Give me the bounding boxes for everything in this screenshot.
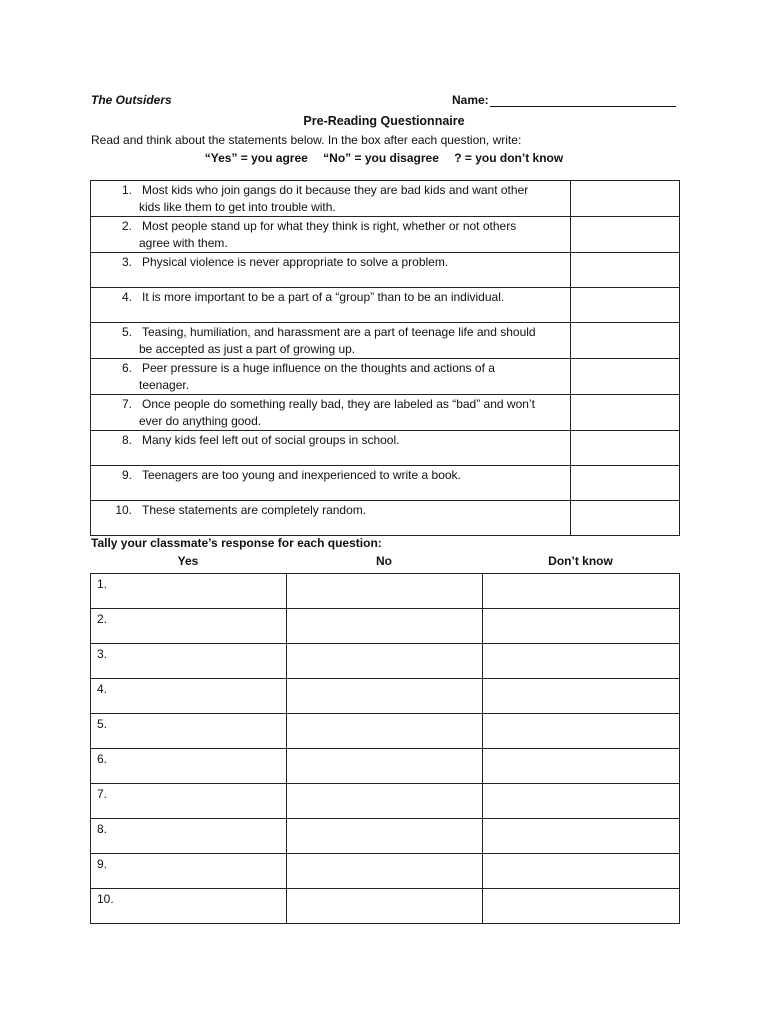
legend-unknown: ? = you don’t know <box>454 151 564 165</box>
question-number: 8. <box>121 433 132 447</box>
question-number: 3. <box>121 255 132 269</box>
question-text-continued: kids like them to get into trouble with. <box>139 200 336 214</box>
tally-row <box>91 574 680 609</box>
question-text: Once people do something really bad, they are labeled as “bad” and won’t <box>142 397 535 411</box>
question-row <box>91 181 680 217</box>
question-cell <box>91 181 571 217</box>
tally-yes-cell[interactable] <box>91 784 287 819</box>
tally-no-cell[interactable] <box>287 714 483 749</box>
question-row <box>91 431 680 466</box>
question-row <box>91 217 680 253</box>
questionnaire-table <box>90 180 680 536</box>
tally-row-number: 3. <box>97 647 108 661</box>
question-number: 7. <box>121 397 132 411</box>
tally-dont-know-cell[interactable] <box>483 679 680 714</box>
question-number: 9. <box>121 468 132 482</box>
question-row <box>91 253 680 288</box>
column-header-yes: Yes <box>177 554 199 568</box>
tally-row-number: 1. <box>97 577 108 591</box>
legend-no: “No” = you disagree <box>323 151 439 165</box>
question-text-continued: be accepted as just a part of growing up. <box>139 342 356 356</box>
instructions: Read and think about the statements below. In the box after each question, write: <box>91 133 522 147</box>
tally-row-number: 8. <box>97 822 108 836</box>
tally-no-cell[interactable] <box>287 889 483 924</box>
question-cell <box>91 323 571 359</box>
question-cell <box>91 288 571 323</box>
question-row <box>91 501 680 536</box>
question-text: Most people stand up for what they think is right, whether or not others <box>142 219 517 233</box>
tally-dont-know-cell[interactable] <box>483 714 680 749</box>
legend-yes: “Yes” = you agree <box>204 151 308 165</box>
tally-row <box>91 889 680 924</box>
question-text-continued: ever do anything good. <box>139 414 262 428</box>
tally-yes-cell[interactable] <box>91 714 287 749</box>
question-row <box>91 359 680 395</box>
question-text: Teenagers are too young and inexperienced to write a book. <box>142 468 461 482</box>
tally-dont-know-cell[interactable] <box>483 574 680 609</box>
question-cell <box>91 217 571 253</box>
answer-box[interactable] <box>571 501 680 536</box>
tally-no-cell[interactable] <box>287 749 483 784</box>
tally-table <box>90 573 680 924</box>
question-row <box>91 323 680 359</box>
column-header-no: No <box>376 554 392 568</box>
tally-row-number: 2. <box>97 612 108 626</box>
tally-no-cell[interactable] <box>287 679 483 714</box>
question-number: 6. <box>121 361 132 375</box>
tally-dont-know-cell[interactable] <box>483 854 680 889</box>
tally-instructions: Tally your classmate’s response for each question: <box>91 536 382 550</box>
question-number: 10. <box>115 503 132 517</box>
question-cell <box>91 253 571 288</box>
tally-row <box>91 714 680 749</box>
tally-row-number: 6. <box>97 752 108 766</box>
tally-row-number: 4. <box>97 682 108 696</box>
question-text: These statements are completely random. <box>142 503 367 517</box>
tally-no-cell[interactable] <box>287 574 483 609</box>
tally-yes-cell[interactable] <box>91 679 287 714</box>
tally-yes-cell[interactable] <box>91 819 287 854</box>
tally-row-number: 5. <box>97 717 108 731</box>
question-cell <box>91 395 571 431</box>
answer-box[interactable] <box>571 253 680 288</box>
tally-dont-know-cell[interactable] <box>483 609 680 644</box>
answer-box[interactable] <box>571 181 680 217</box>
name-blank-line <box>490 93 676 107</box>
answer-legend <box>0 151 768 165</box>
tally-yes-cell[interactable] <box>91 854 287 889</box>
tally-no-cell[interactable] <box>287 819 483 854</box>
question-number: 4. <box>121 290 132 304</box>
question-number: 2. <box>121 219 132 233</box>
question-text-continued: teenager. <box>139 378 190 392</box>
question-row <box>91 395 680 431</box>
answer-box[interactable] <box>571 217 680 253</box>
tally-dont-know-cell[interactable] <box>483 819 680 854</box>
tally-yes-cell[interactable] <box>91 644 287 679</box>
question-cell <box>91 431 571 466</box>
tally-row <box>91 644 680 679</box>
question-cell <box>91 466 571 501</box>
name-label: Name: <box>452 93 489 107</box>
tally-yes-cell[interactable] <box>91 574 287 609</box>
question-text-continued: agree with them. <box>139 236 228 250</box>
question-number: 1. <box>121 183 132 197</box>
answer-box[interactable] <box>571 395 680 431</box>
tally-row-number: 10. <box>97 892 114 906</box>
question-text: It is more important to be a part of a “group” than to be an individual. <box>142 290 505 304</box>
column-header-dont-know: Don’t know <box>548 554 613 568</box>
tally-no-cell[interactable] <box>287 784 483 819</box>
question-text: Physical violence is never appropriate to solve a problem. <box>142 255 449 269</box>
tally-dont-know-cell[interactable] <box>483 644 680 679</box>
tally-yes-cell[interactable] <box>91 749 287 784</box>
answer-box[interactable] <box>571 359 680 395</box>
tally-row <box>91 609 680 644</box>
tally-yes-cell[interactable] <box>91 609 287 644</box>
tally-dont-know-cell[interactable] <box>483 749 680 784</box>
question-row <box>91 288 680 323</box>
tally-no-cell[interactable] <box>287 609 483 644</box>
tally-no-cell[interactable] <box>287 644 483 679</box>
question-row <box>91 466 680 501</box>
question-cell <box>91 359 571 395</box>
name-field <box>452 93 676 107</box>
question-number: 5. <box>121 325 132 339</box>
page-title: Pre-Reading Questionnaire <box>303 114 465 128</box>
tally-row-number: 9. <box>97 857 108 871</box>
answer-box[interactable] <box>571 323 680 359</box>
tally-row <box>91 679 680 714</box>
question-text: Many kids feel left out of social groups in school. <box>142 433 400 447</box>
tally-no-cell[interactable] <box>287 854 483 889</box>
tally-yes-cell[interactable] <box>91 889 287 924</box>
answer-box[interactable] <box>571 288 680 323</box>
book-title: The Outsiders <box>91 93 172 107</box>
tally-row <box>91 854 680 889</box>
tally-row <box>91 784 680 819</box>
tally-row <box>91 819 680 854</box>
question-cell <box>91 501 571 536</box>
answer-box[interactable] <box>571 431 680 466</box>
answer-box[interactable] <box>571 466 680 501</box>
tally-row-number: 7. <box>97 787 108 801</box>
tally-dont-know-cell[interactable] <box>483 784 680 819</box>
question-text: Peer pressure is a huge influence on the thoughts and actions of a <box>142 361 495 375</box>
question-text: Teasing, humiliation, and harassment are a part of teenage life and should <box>142 325 536 339</box>
tally-row <box>91 749 680 784</box>
tally-dont-know-cell[interactable] <box>483 889 680 924</box>
question-text: Most kids who join gangs do it because they are bad kids and want other <box>142 183 529 197</box>
